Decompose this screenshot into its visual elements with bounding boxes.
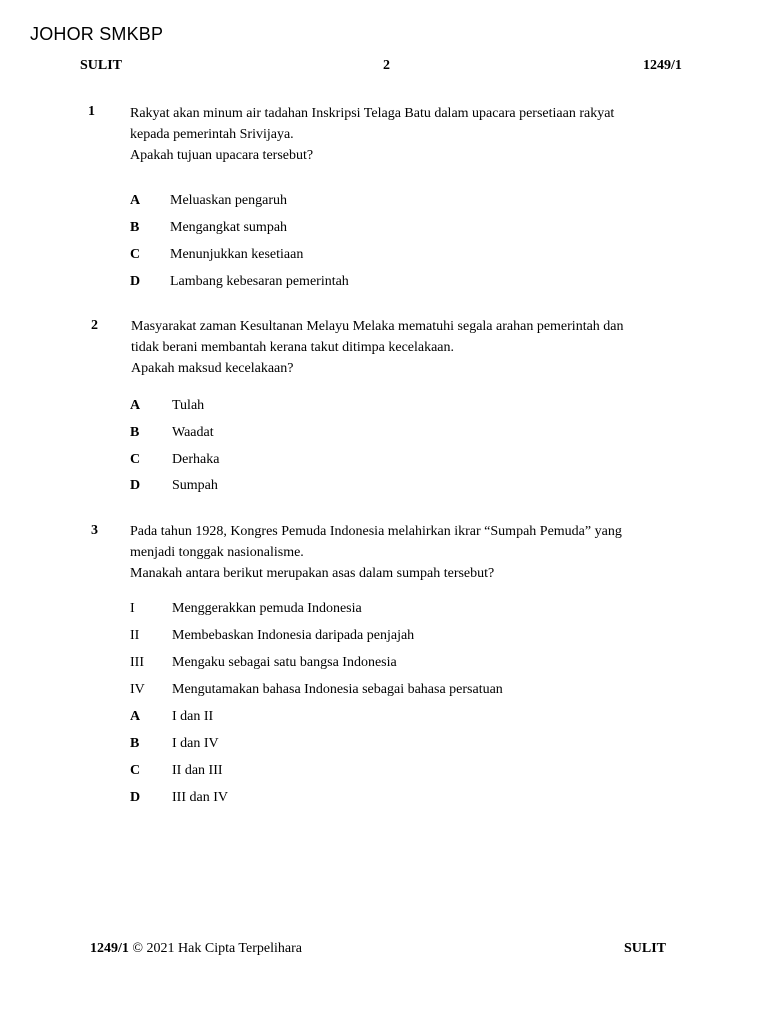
option-d[interactable] <box>130 272 349 292</box>
footer-copyright-text: © 2021 Hak Cipta Terpelihara <box>132 941 302 956</box>
stem-line: Rakyat akan minum air tadahan Inskripsi Telaga Batu dalam upacara persetiaan rakyat <box>130 106 615 121</box>
footer-paper-code: 1249/1 <box>90 941 129 956</box>
statement-label: IV <box>130 682 145 697</box>
option-text: I dan II <box>172 709 214 724</box>
option-label: D <box>130 790 141 805</box>
question-number: 3 <box>91 523 98 538</box>
option-c[interactable] <box>130 761 223 781</box>
statement-i <box>130 599 362 619</box>
question-number: 1 <box>88 104 95 119</box>
statement-text: Mengaku sebagai satu bangsa Indonesia <box>172 655 397 670</box>
option-label: A <box>130 193 141 208</box>
question-prompt: Apakah maksud kecelakaan? <box>131 361 294 376</box>
option-a[interactable] <box>130 191 287 211</box>
statement-ii <box>130 626 414 646</box>
header-classification: SULIT <box>80 58 123 73</box>
option-text: Tulah <box>172 398 205 413</box>
option-label: C <box>130 247 141 262</box>
school-stamp: JOHOR SMKBP <box>30 24 164 44</box>
option-b[interactable] <box>130 734 219 754</box>
option-b[interactable] <box>130 218 287 238</box>
stem-line: kepada pemerintah Srivijaya. <box>130 127 294 142</box>
stem-line: Masyarakat zaman Kesultanan Melayu Melaka mematuhi segala arahan pemerintah dan <box>131 319 624 334</box>
option-label: B <box>130 220 140 235</box>
option-label: B <box>130 425 140 440</box>
question-stem <box>130 103 670 166</box>
option-label: A <box>130 398 141 413</box>
option-label: B <box>130 736 140 751</box>
option-b[interactable] <box>130 423 214 443</box>
option-label: D <box>130 274 141 289</box>
option-label: C <box>130 763 141 778</box>
statement-text: Menggerakkan pemuda Indonesia <box>172 601 362 616</box>
stem-line: menjadi tonggak nasionalisme. <box>130 545 304 560</box>
option-text: Menunjukkan kesetiaan <box>170 247 304 262</box>
stem-line: Pada tahun 1928, Kongres Pemuda Indonesia melahirkan ikrar “Sumpah Pemuda” yang <box>130 524 622 539</box>
option-a[interactable] <box>130 396 204 416</box>
statement-iv <box>130 680 503 700</box>
option-text: Mengangkat sumpah <box>170 220 288 235</box>
question-stem <box>130 521 670 584</box>
option-c[interactable] <box>130 245 303 265</box>
footer-copyright <box>90 941 302 957</box>
option-text: Sumpah <box>172 478 218 493</box>
statement-label: I <box>130 601 135 616</box>
question-prompt: Apakah tujuan upacara tersebut? <box>130 148 314 163</box>
option-text: Derhaka <box>172 452 220 467</box>
statement-iii <box>130 653 397 673</box>
statement-label: III <box>130 655 144 670</box>
option-text: II dan III <box>172 763 223 778</box>
option-c[interactable] <box>130 450 219 470</box>
option-d[interactable] <box>130 788 228 808</box>
option-label: D <box>130 478 141 493</box>
option-text: Lambang kebesaran pemerintah <box>170 274 349 289</box>
statement-label: II <box>130 628 140 643</box>
question-prompt: Manakah antara berikut merupakan asas dalam sumpah tersebut? <box>130 566 495 581</box>
page-number: 2 <box>383 58 390 73</box>
option-label: C <box>130 452 141 467</box>
option-text: III dan IV <box>172 790 228 805</box>
option-text: I dan IV <box>172 736 219 751</box>
statement-text: Mengutamakan bahasa Indonesia sebagai bahasa persatuan <box>172 682 503 697</box>
option-label: A <box>130 709 141 724</box>
question-number: 2 <box>91 318 98 333</box>
statement-text: Membebaskan Indonesia daripada penjajah <box>172 628 415 643</box>
stem-line: tidak berani membantah kerana takut ditimpa kecelakaan. <box>131 340 455 355</box>
footer-classification: SULIT <box>624 941 667 956</box>
option-a[interactable] <box>130 707 213 727</box>
option-text: Waadat <box>172 425 214 440</box>
option-d[interactable] <box>130 476 218 496</box>
paper-code: 1249/1 <box>643 58 682 73</box>
question-stem <box>131 316 671 379</box>
option-text: Meluaskan pengaruh <box>170 193 288 208</box>
